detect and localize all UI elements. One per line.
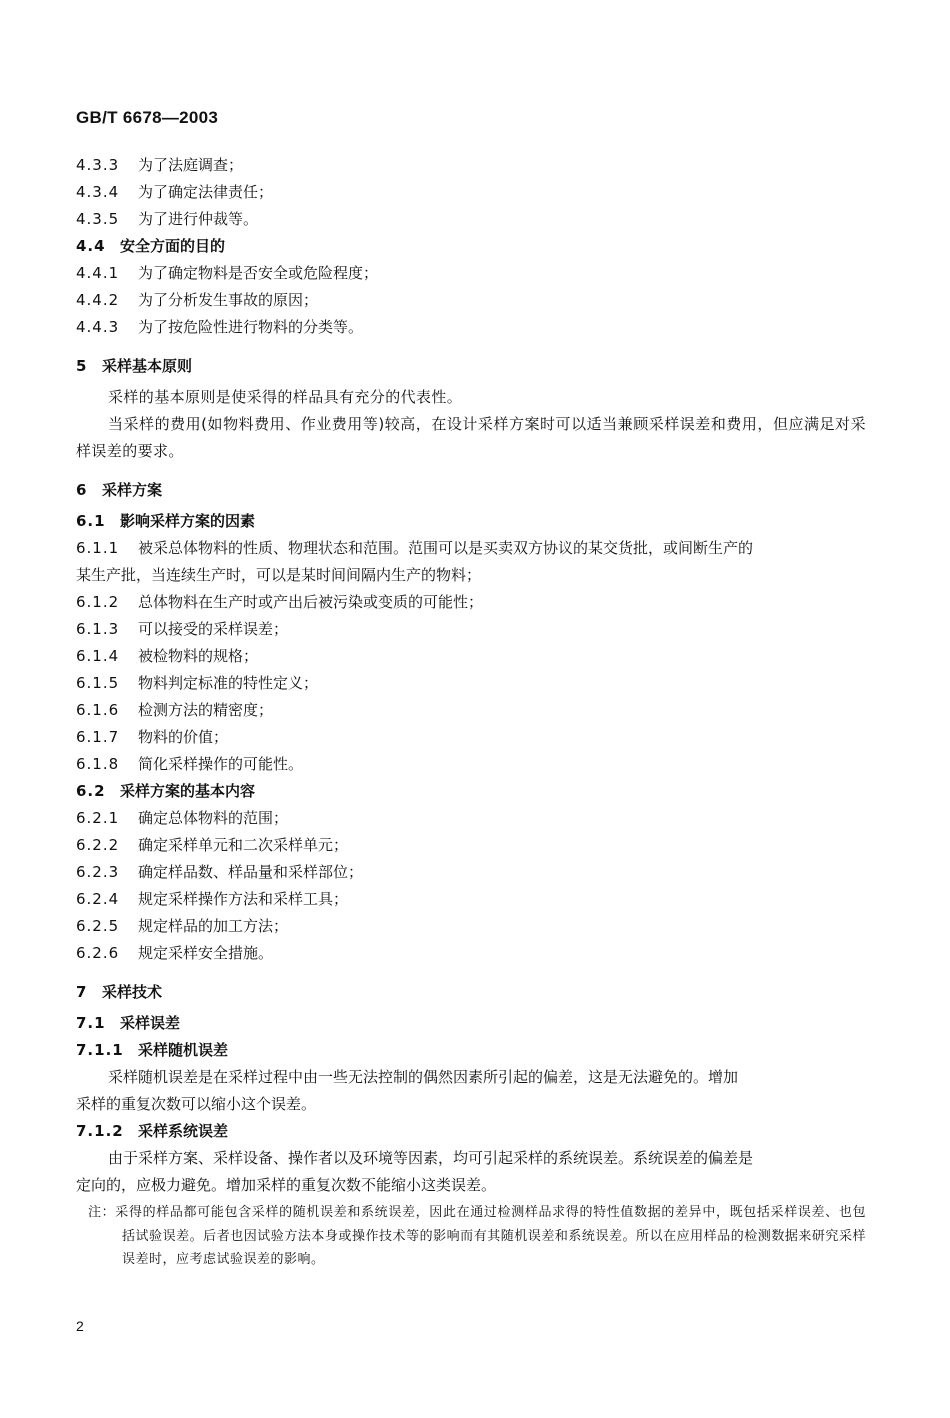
clause-4-4-1: 4.4.1 为了确定物料是否安全或危险程度；: [76, 264, 379, 282]
clause-4-3-4: 4.3.4 为了确定法律责任；: [76, 183, 274, 201]
note: 注：采得的样品都可能包含采样的随机误差和系统误差，因此在通过检测样品求得的特性值数据的差异中，既包括采样误差、也包括试验误差。后者也因试验方法本身或操作技术等的影响而有其随机误差和系统误差。所以在应用样品的检测数据来研究采样误差时，应考虑试验误差的影响。: [88, 1205, 866, 1267]
heading-6-1: 6.1 影响采样方案的因素: [76, 512, 256, 530]
clause-6-1-1: 6.1.1 被采总体物料的性质、物理状态和范围。范围可以是买卖双方协议的某交货批，或间断生产的: [76, 539, 754, 557]
clause-6-2-3: 6.2.3 确定样品数、样品量和采样部位；: [76, 863, 364, 881]
clause-4-3-5: 4.3.5 为了进行仲裁等。: [76, 210, 259, 228]
heading-7-1-1: 7.1.1 采样随机误差: [76, 1041, 229, 1059]
heading-5: 5 采样基本原则: [76, 357, 193, 375]
paragraph-7-1-2-line2: 定向的，应极力避免。增加采样的重复次数不能缩小这类误差。: [76, 1176, 497, 1194]
heading-6-2: 6.2 采样方案的基本内容: [76, 782, 256, 800]
clause-6-1-2: 6.1.2 总体物料在生产时或产出后被污染或变质的可能性；: [76, 593, 484, 611]
page-number: 2: [76, 1318, 84, 1334]
clause-6-2-2: 6.2.2 确定采样单元和二次采样单元；: [76, 836, 349, 854]
clause-4-4-2: 4.4.2 为了分析发生事故的原因；: [76, 291, 319, 309]
standard-code: GB/T 6678—2003: [76, 108, 219, 127]
clause-4-4-3: 4.4.3 为了按危险性进行物料的分类等。: [76, 318, 364, 336]
heading-6: 6 采样方案: [76, 481, 163, 499]
paragraph-5-2: 当采样的费用(如物料费用、作业费用等)较高，在设计采样方案时可以适当兼顾采样误差和费用，但应满足对采样误差的要求。: [76, 415, 866, 460]
clause-6-2-6: 6.2.6 规定采样安全措施。: [76, 944, 274, 962]
clause-6-1-6: 6.1.6 检测方法的精密度；: [76, 701, 274, 719]
clause-6-1-8: 6.1.8 简化采样操作的可能性。: [76, 755, 304, 773]
paragraph-7-1-1-line1: 采样随机误差是在采样过程中由一些无法控制的偶然因素所引起的偏差，这是无法避免的。增加: [108, 1068, 739, 1086]
paragraph-7-1-1-line2: 采样的重复次数可以缩小这个误差。: [76, 1095, 317, 1113]
paragraph-7-1-2-line1: 由于采样方案、采样设备、操作者以及环境等因素，均可引起采样的系统误差。系统误差的偏差是: [108, 1149, 754, 1167]
paragraph-5-1: 采样的基本原则是使采得的样品具有充分的代表性。: [108, 388, 463, 406]
clause-6-1-3: 6.1.3 可以接受的采样误差；: [76, 620, 289, 638]
heading-7: 7 采样技术: [76, 983, 163, 1001]
clause-6-1-7: 6.1.7 物料的价值；: [76, 728, 229, 746]
clause-4-3-3: 4.3.3 为了法庭调查；: [76, 156, 244, 174]
clause-6-1-5: 6.1.5 物料判定标准的特性定义；: [76, 674, 319, 692]
clause-6-1-4: 6.1.4 被检物料的规格；: [76, 647, 259, 665]
heading-7-1-2: 7.1.2 采样系统误差: [76, 1122, 229, 1140]
clause-6-2-4: 6.2.4 规定采样操作方法和采样工具；: [76, 890, 349, 908]
page-content: [76, 152, 866, 1272]
clause-6-2-1: 6.2.1 确定总体物料的范围；: [76, 809, 289, 827]
heading-4-4: 4.4 安全方面的目的: [76, 237, 226, 255]
clause-6-2-5: 6.2.5 规定样品的加工方法；: [76, 917, 289, 935]
clause-6-1-1-continued: 某生产批，当连续生产时，可以是某时间间隔内生产的物料；: [76, 566, 482, 584]
heading-7-1: 7.1 采样误差: [76, 1014, 181, 1032]
